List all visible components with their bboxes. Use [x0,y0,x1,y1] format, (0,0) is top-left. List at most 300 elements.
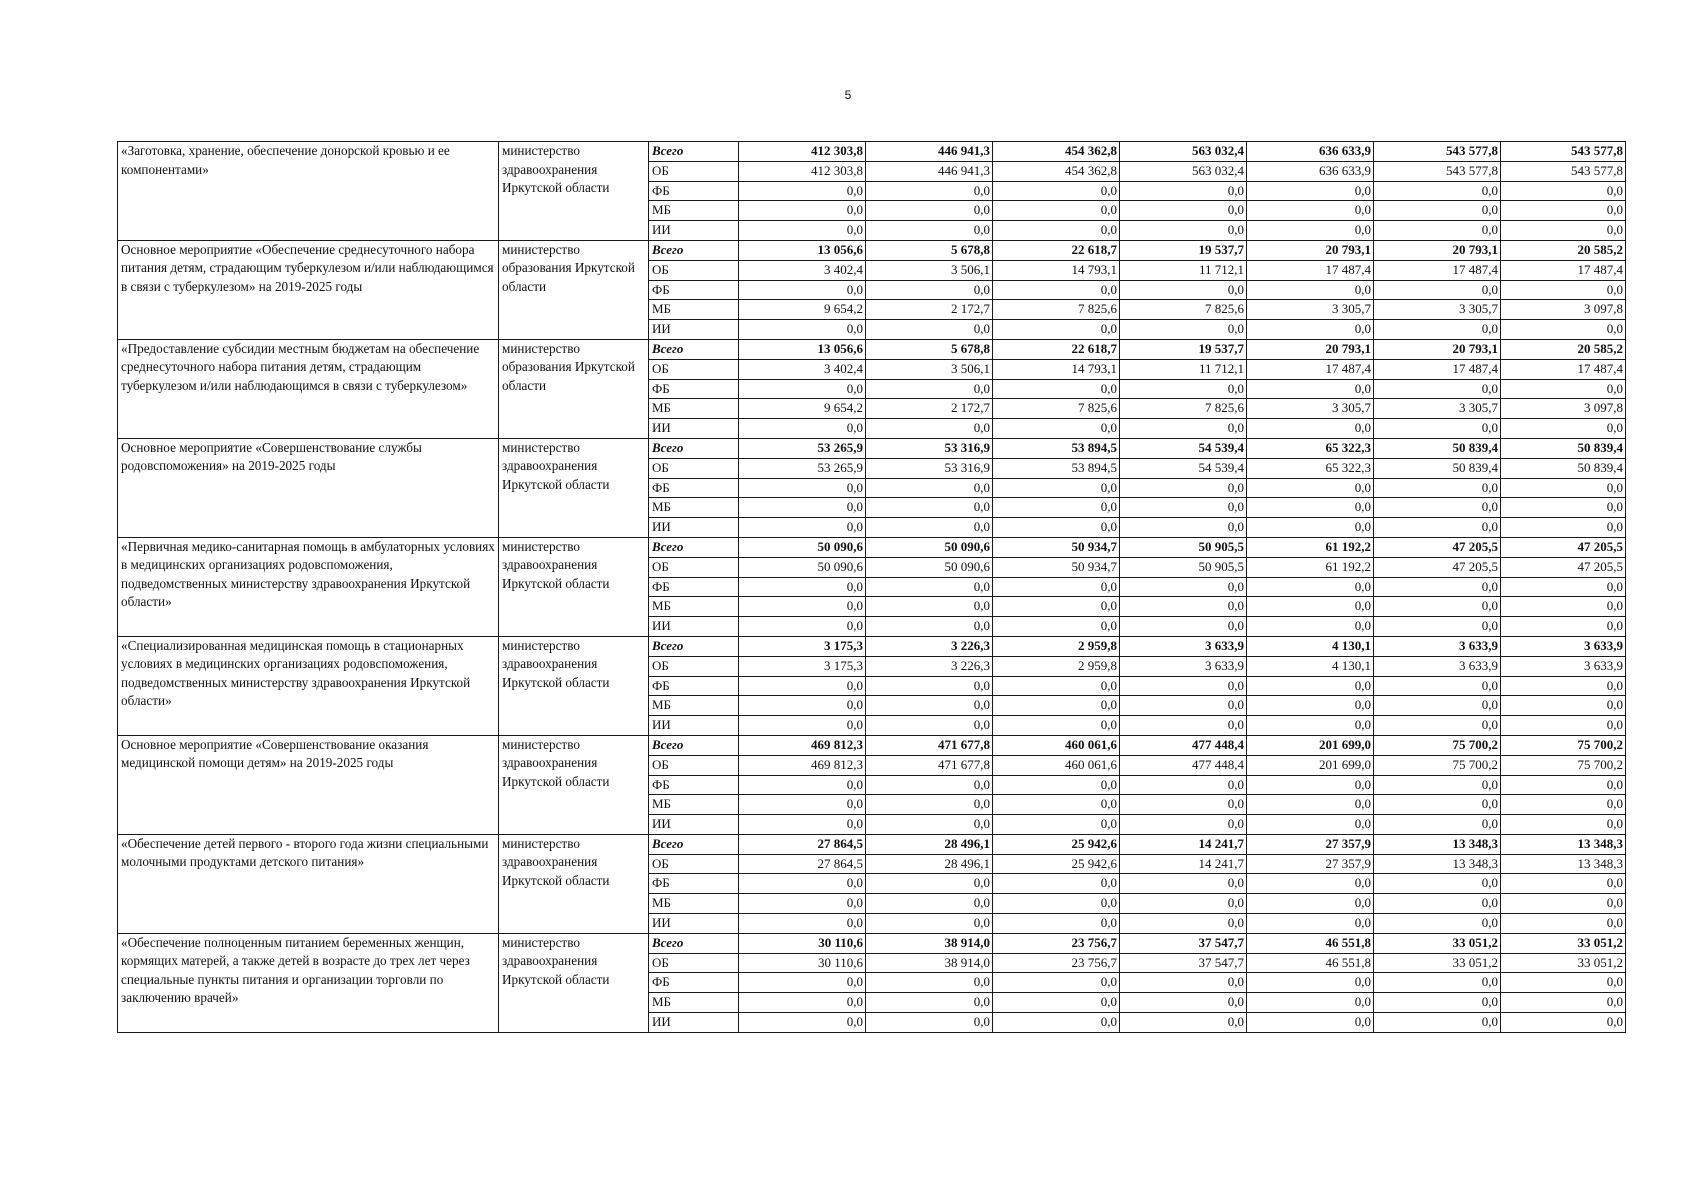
responsible-executor: министерство образования Иркутской области [499,339,649,438]
amount-cell: 0,0 [866,716,993,736]
funding-source: МБ [649,696,739,716]
amount-cell: 0,0 [1501,993,1626,1013]
amount-cell: 75 700,2 [1501,735,1626,755]
table-row [118,735,1626,755]
amount-cell: 33 051,2 [1501,933,1626,953]
amount-cell: 0,0 [739,221,866,241]
amount-cell: 0,0 [1247,617,1374,637]
amount-cell: 2 959,8 [993,656,1120,676]
amount-cell: 27 864,5 [739,854,866,874]
amount-cell: 0,0 [1501,597,1626,617]
amount-cell: 0,0 [1120,419,1247,439]
amount-cell: 0,0 [866,815,993,835]
funding-table [117,141,1626,1033]
amount-cell: 0,0 [993,914,1120,934]
amount-cell: 0,0 [1501,419,1626,439]
amount-cell: 47 205,5 [1374,537,1501,557]
amount-cell: 0,0 [866,696,993,716]
amount-cell: 563 032,4 [1120,161,1247,181]
amount-cell: 13 348,3 [1374,854,1501,874]
activity-title: «Заготовка, хранение, обеспечение донорской кровью и ее компонентами» [118,142,499,241]
funding-source: МБ [649,894,739,914]
amount-cell: 11 712,1 [1120,260,1247,280]
funding-source: ОБ [649,161,739,181]
amount-cell: 0,0 [1374,419,1501,439]
amount-cell: 0,0 [1120,320,1247,340]
amount-cell: 50 934,7 [993,557,1120,577]
amount-cell: 3 226,3 [866,656,993,676]
amount-cell: 38 914,0 [866,933,993,953]
amount-cell: 0,0 [1247,221,1374,241]
amount-cell: 636 633,9 [1247,161,1374,181]
amount-cell: 0,0 [1120,795,1247,815]
funding-source: ИИ [649,320,739,340]
activity-title: «Специализированная медицинская помощь в стационарных условиях в медицинских организациях родовспоможения, подведомственных министерству здравоохранения Иркутской области» [118,636,499,735]
amount-cell: 23 756,7 [993,933,1120,953]
amount-cell: 50 839,4 [1374,458,1501,478]
amount-cell: 7 825,6 [1120,399,1247,419]
amount-cell: 0,0 [1501,498,1626,518]
amount-cell: 0,0 [1374,1013,1501,1033]
amount-cell: 0,0 [739,518,866,538]
amount-cell: 3 305,7 [1247,399,1374,419]
amount-cell: 0,0 [1501,379,1626,399]
amount-cell: 0,0 [993,696,1120,716]
funding-source: ИИ [649,914,739,934]
amount-cell: 0,0 [1374,973,1501,993]
amount-cell: 0,0 [1374,221,1501,241]
funding-source: МБ [649,597,739,617]
amount-cell: 201 699,0 [1247,735,1374,755]
amount-cell: 0,0 [1374,478,1501,498]
amount-cell: 0,0 [993,993,1120,1013]
amount-cell: 0,0 [866,181,993,201]
amount-cell: 0,0 [1374,716,1501,736]
amount-cell: 0,0 [1501,775,1626,795]
amount-cell: 0,0 [1374,379,1501,399]
amount-cell: 3 175,3 [739,656,866,676]
amount-cell: 0,0 [1501,280,1626,300]
amount-cell: 469 812,3 [739,755,866,775]
amount-cell: 14 793,1 [993,260,1120,280]
amount-cell: 22 618,7 [993,240,1120,260]
amount-cell: 17 487,4 [1501,359,1626,379]
amount-cell: 0,0 [1120,181,1247,201]
funding-source: Всего [649,735,739,755]
amount-cell: 0,0 [993,379,1120,399]
amount-cell: 5 678,8 [866,339,993,359]
amount-cell: 61 192,2 [1247,537,1374,557]
amount-cell: 13 348,3 [1501,854,1626,874]
funding-source: Всего [649,142,739,162]
activity-title: «Обеспечение детей первого - второго года жизни специальными молочными продуктами детского питания» [118,834,499,933]
amount-cell: 0,0 [1120,874,1247,894]
amount-cell: 0,0 [866,894,993,914]
page-number: 5 [844,88,852,102]
amount-cell: 0,0 [1501,973,1626,993]
funding-source: ИИ [649,1013,739,1033]
amount-cell: 3 305,7 [1374,300,1501,320]
amount-cell: 0,0 [1120,617,1247,637]
amount-cell: 53 265,9 [739,458,866,478]
responsible-executor: министерство здравоохранения Иркутской области [499,537,649,636]
amount-cell: 14 241,7 [1120,854,1247,874]
amount-cell: 11 712,1 [1120,359,1247,379]
responsible-executor: министерство здравоохранения Иркутской области [499,636,649,735]
amount-cell: 25 942,6 [993,854,1120,874]
amount-cell: 543 577,8 [1501,161,1626,181]
amount-cell: 0,0 [866,874,993,894]
amount-cell: 0,0 [1120,221,1247,241]
amount-cell: 0,0 [1501,676,1626,696]
amount-cell: 3 633,9 [1120,656,1247,676]
amount-cell: 201 699,0 [1247,755,1374,775]
amount-cell: 5 678,8 [866,240,993,260]
activity-title: Основное мероприятие «Совершенствование оказания медицинской помощи детям» на 2019-2025 годы [118,735,499,834]
amount-cell: 0,0 [739,696,866,716]
amount-cell: 0,0 [993,1013,1120,1033]
amount-cell: 0,0 [866,518,993,538]
amount-cell: 53 316,9 [866,438,993,458]
amount-cell: 50 839,4 [1374,438,1501,458]
amount-cell: 0,0 [739,874,866,894]
amount-cell: 0,0 [1247,894,1374,914]
amount-cell: 0,0 [1374,775,1501,795]
amount-cell: 75 700,2 [1374,755,1501,775]
funding-source: МБ [649,993,739,1013]
table-row [118,240,1626,260]
amount-cell: 0,0 [866,775,993,795]
amount-cell: 0,0 [1247,419,1374,439]
amount-cell: 0,0 [1120,716,1247,736]
amount-cell: 454 362,8 [993,142,1120,162]
table-row [118,339,1626,359]
funding-source: МБ [649,201,739,221]
table-row [118,834,1626,854]
amount-cell: 454 362,8 [993,161,1120,181]
funding-source: ФБ [649,478,739,498]
amount-cell: 0,0 [866,419,993,439]
amount-cell: 17 487,4 [1501,260,1626,280]
amount-cell: 0,0 [1247,874,1374,894]
amount-cell: 0,0 [1120,498,1247,518]
amount-cell: 65 322,3 [1247,458,1374,478]
amount-cell: 0,0 [739,320,866,340]
funding-source: Всего [649,240,739,260]
amount-cell: 0,0 [1374,696,1501,716]
amount-cell: 0,0 [1120,696,1247,716]
amount-cell: 0,0 [1501,617,1626,637]
amount-cell: 0,0 [1247,775,1374,795]
amount-cell: 0,0 [1501,181,1626,201]
amount-cell: 37 547,7 [1120,953,1247,973]
funding-source: МБ [649,300,739,320]
amount-cell: 3 097,8 [1501,399,1626,419]
amount-cell: 50 090,6 [739,537,866,557]
amount-cell: 0,0 [1501,478,1626,498]
amount-cell: 0,0 [993,221,1120,241]
amount-cell: 75 700,2 [1501,755,1626,775]
amount-cell: 0,0 [866,993,993,1013]
amount-cell: 0,0 [739,201,866,221]
amount-cell: 469 812,3 [739,735,866,755]
amount-cell: 37 547,7 [1120,933,1247,953]
amount-cell: 0,0 [1120,379,1247,399]
amount-cell: 50 090,6 [866,557,993,577]
amount-cell: 30 110,6 [739,933,866,953]
amount-cell: 2 172,7 [866,399,993,419]
funding-source: ОБ [649,953,739,973]
amount-cell: 0,0 [739,914,866,934]
amount-cell: 0,0 [1374,676,1501,696]
amount-cell: 0,0 [1120,815,1247,835]
amount-cell: 0,0 [1120,894,1247,914]
amount-cell: 3 633,9 [1501,636,1626,656]
amount-cell: 25 942,6 [993,834,1120,854]
funding-source: ФБ [649,676,739,696]
amount-cell: 0,0 [993,676,1120,696]
amount-cell: 0,0 [739,993,866,1013]
amount-cell: 0,0 [1120,201,1247,221]
amount-cell: 0,0 [1247,716,1374,736]
amount-cell: 0,0 [1247,1013,1374,1033]
amount-cell: 0,0 [1120,597,1247,617]
amount-cell: 0,0 [1501,201,1626,221]
amount-cell: 7 825,6 [1120,300,1247,320]
amount-cell: 0,0 [1247,914,1374,934]
amount-cell: 0,0 [1501,696,1626,716]
funding-source: ФБ [649,280,739,300]
amount-cell: 0,0 [1501,795,1626,815]
amount-cell: 460 061,6 [993,755,1120,775]
amount-cell: 28 496,1 [866,834,993,854]
amount-cell: 50 934,7 [993,537,1120,557]
amount-cell: 3 633,9 [1374,656,1501,676]
amount-cell: 0,0 [993,815,1120,835]
amount-cell: 9 654,2 [739,300,866,320]
funding-source: ИИ [649,716,739,736]
funding-source: ОБ [649,458,739,478]
amount-cell: 0,0 [1247,795,1374,815]
amount-cell: 0,0 [739,815,866,835]
amount-cell: 0,0 [1247,597,1374,617]
amount-cell: 0,0 [1374,181,1501,201]
amount-cell: 0,0 [866,795,993,815]
amount-cell: 20 793,1 [1247,339,1374,359]
amount-cell: 0,0 [1374,914,1501,934]
amount-cell: 0,0 [866,498,993,518]
amount-cell: 0,0 [1247,518,1374,538]
amount-cell: 0,0 [1120,518,1247,538]
amount-cell: 460 061,6 [993,735,1120,755]
amount-cell: 0,0 [993,597,1120,617]
responsible-executor: министерство образования Иркутской области [499,240,649,339]
amount-cell: 0,0 [1120,993,1247,1013]
amount-cell: 17 487,4 [1374,260,1501,280]
amount-cell: 0,0 [993,874,1120,894]
funding-source: ИИ [649,815,739,835]
amount-cell: 0,0 [993,795,1120,815]
amount-cell: 0,0 [866,597,993,617]
amount-cell: 20 793,1 [1247,240,1374,260]
amount-cell: 0,0 [993,577,1120,597]
amount-cell: 0,0 [1247,201,1374,221]
amount-cell: 0,0 [993,894,1120,914]
amount-cell: 0,0 [1501,577,1626,597]
table-row [118,933,1626,953]
amount-cell: 0,0 [1120,775,1247,795]
amount-cell: 19 537,7 [1120,240,1247,260]
funding-source: МБ [649,795,739,815]
amount-cell: 0,0 [1374,518,1501,538]
amount-cell: 20 585,2 [1501,240,1626,260]
amount-cell: 0,0 [993,498,1120,518]
amount-cell: 30 110,6 [739,953,866,973]
funding-source: ФБ [649,775,739,795]
amount-cell: 0,0 [993,280,1120,300]
amount-cell: 0,0 [1501,518,1626,538]
funding-source: Всего [649,438,739,458]
amount-cell: 0,0 [1501,894,1626,914]
amount-cell: 0,0 [1501,815,1626,835]
amount-cell: 54 539,4 [1120,438,1247,458]
amount-cell: 0,0 [866,478,993,498]
amount-cell: 0,0 [739,280,866,300]
funding-source: ОБ [649,755,739,775]
amount-cell: 0,0 [739,775,866,795]
amount-cell: 0,0 [1501,221,1626,241]
responsible-executor: министерство здравоохранения Иркутской области [499,933,649,1032]
amount-cell: 0,0 [1374,320,1501,340]
amount-cell: 0,0 [993,419,1120,439]
funding-source: Всего [649,933,739,953]
amount-cell: 4 130,1 [1247,656,1374,676]
amount-cell: 0,0 [1120,914,1247,934]
amount-cell: 13 348,3 [1374,834,1501,854]
funding-source: ОБ [649,854,739,874]
amount-cell: 33 051,2 [1374,933,1501,953]
amount-cell: 0,0 [993,181,1120,201]
amount-cell: 0,0 [739,894,866,914]
amount-cell: 0,0 [1501,914,1626,934]
amount-cell: 0,0 [1247,280,1374,300]
amount-cell: 46 551,8 [1247,933,1374,953]
amount-cell: 543 577,8 [1501,142,1626,162]
amount-cell: 50 839,4 [1501,458,1626,478]
amount-cell: 13 348,3 [1501,834,1626,854]
amount-cell: 636 633,9 [1247,142,1374,162]
amount-cell: 0,0 [1247,696,1374,716]
amount-cell: 471 677,8 [866,735,993,755]
amount-cell: 0,0 [1374,815,1501,835]
amount-cell: 19 537,7 [1120,339,1247,359]
amount-cell: 4 130,1 [1247,636,1374,656]
amount-cell: 412 303,8 [739,142,866,162]
amount-cell: 9 654,2 [739,399,866,419]
amount-cell: 3 402,4 [739,260,866,280]
funding-source: МБ [649,498,739,518]
amount-cell: 50 839,4 [1501,438,1626,458]
amount-cell: 0,0 [1501,716,1626,736]
amount-cell: 0,0 [993,518,1120,538]
amount-cell: 0,0 [739,597,866,617]
amount-cell: 0,0 [866,577,993,597]
amount-cell: 65 322,3 [1247,438,1374,458]
amount-cell: 33 051,2 [1374,953,1501,973]
amount-cell: 61 192,2 [1247,557,1374,577]
amount-cell: 0,0 [993,617,1120,637]
amount-cell: 0,0 [1374,597,1501,617]
amount-cell: 543 577,8 [1374,142,1501,162]
amount-cell: 75 700,2 [1374,735,1501,755]
amount-cell: 0,0 [739,379,866,399]
amount-cell: 3 633,9 [1501,656,1626,676]
table-row [118,438,1626,458]
amount-cell: 0,0 [1120,1013,1247,1033]
responsible-executor: министерство здравоохранения Иркутской области [499,834,649,933]
amount-cell: 0,0 [1374,795,1501,815]
funding-source: МБ [649,399,739,419]
funding-source: ИИ [649,221,739,241]
activity-title: «Обеспечение полноценным питанием беременных женщин, кормящих матерей, а также детей в возрасте до трех лет через специальные пункты питания и организации торговли по заключению врачей» [118,933,499,1032]
amount-cell: 0,0 [1247,577,1374,597]
amount-cell: 0,0 [1120,676,1247,696]
amount-cell: 3 175,3 [739,636,866,656]
amount-cell: 0,0 [866,201,993,221]
amount-cell: 53 316,9 [866,458,993,478]
amount-cell: 0,0 [993,320,1120,340]
amount-cell: 446 941,3 [866,161,993,181]
amount-cell: 3 305,7 [1374,399,1501,419]
amount-cell: 13 056,6 [739,240,866,260]
amount-cell: 0,0 [1247,815,1374,835]
amount-cell: 3 506,1 [866,359,993,379]
funding-source: ОБ [649,359,739,379]
amount-cell: 446 941,3 [866,142,993,162]
funding-source: ФБ [649,973,739,993]
amount-cell: 3 097,8 [1501,300,1626,320]
amount-cell: 0,0 [1374,874,1501,894]
amount-cell: 0,0 [866,280,993,300]
amount-cell: 0,0 [1374,894,1501,914]
amount-cell: 0,0 [993,775,1120,795]
amount-cell: 0,0 [1374,498,1501,518]
amount-cell: 3 633,9 [1120,636,1247,656]
amount-cell: 0,0 [1247,993,1374,1013]
funding-source: Всего [649,537,739,557]
amount-cell: 53 894,5 [993,438,1120,458]
amount-cell: 7 825,6 [993,300,1120,320]
amount-cell: 27 864,5 [739,834,866,854]
amount-cell: 0,0 [739,577,866,597]
amount-cell: 0,0 [866,973,993,993]
amount-cell: 0,0 [1501,320,1626,340]
funding-source: ИИ [649,419,739,439]
amount-cell: 0,0 [739,478,866,498]
amount-cell: 0,0 [1247,181,1374,201]
amount-cell: 50 905,5 [1120,537,1247,557]
table-row [118,636,1626,656]
amount-cell: 3 633,9 [1374,636,1501,656]
funding-source: Всего [649,834,739,854]
amount-cell: 0,0 [1247,973,1374,993]
amount-cell: 50 090,6 [866,537,993,557]
amount-cell: 563 032,4 [1120,142,1247,162]
amount-cell: 14 793,1 [993,359,1120,379]
amount-cell: 0,0 [1374,201,1501,221]
amount-cell: 0,0 [866,221,993,241]
amount-cell: 0,0 [1247,478,1374,498]
